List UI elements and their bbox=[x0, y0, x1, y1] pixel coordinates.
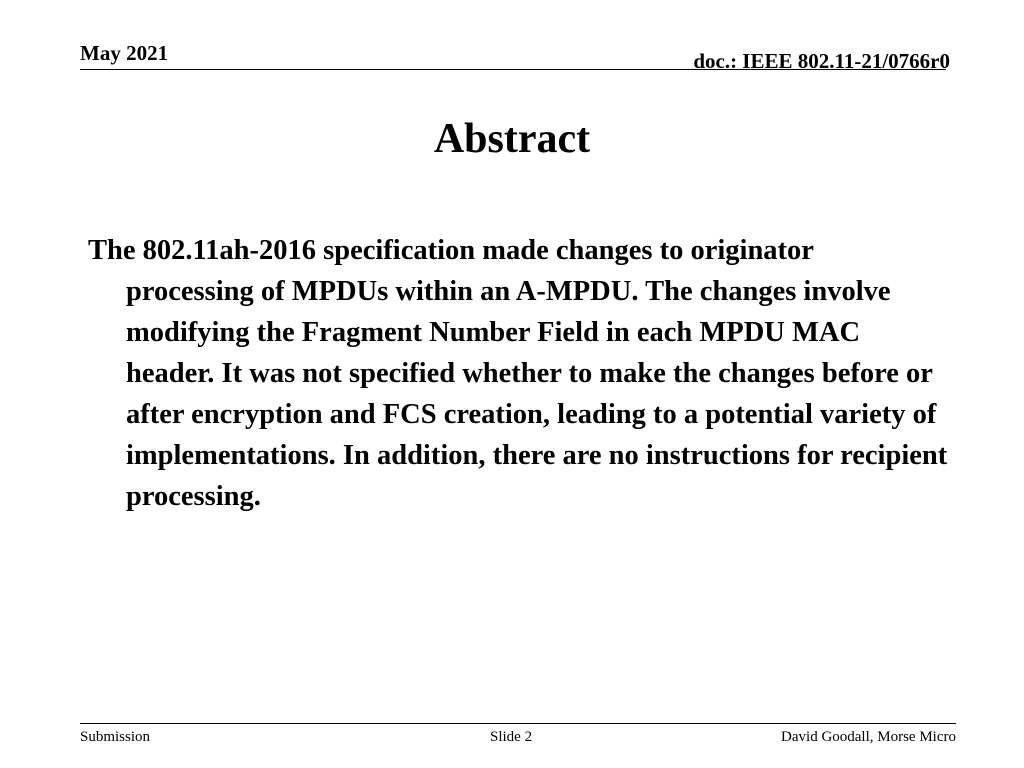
footer-divider bbox=[80, 723, 956, 724]
footer-submission: Submission bbox=[80, 729, 151, 745]
header-divider bbox=[80, 69, 946, 70]
abstract-body: The 802.11ah-2016 specification made changes to originator processing of MPDUs within an A-MPDU. The changes involve modifying the Fragment Number Field in each MPDU MAC header. It was not specified whether to make the changes before or after encryption and FCS creation, leading to a potential variety of implementations. In addition, there are no instructions for recipient processing. bbox=[88, 235, 948, 512]
header-date: May 2021 bbox=[80, 41, 169, 65]
header-doc-id: doc.: IEEE 802.11-21/0766r0 bbox=[693, 49, 950, 73]
footer-author: David Goodall, Morse Micro bbox=[781, 729, 956, 745]
footer-slide-number: Slide 2 bbox=[490, 729, 533, 745]
slide-title: Abstract bbox=[433, 116, 591, 162]
